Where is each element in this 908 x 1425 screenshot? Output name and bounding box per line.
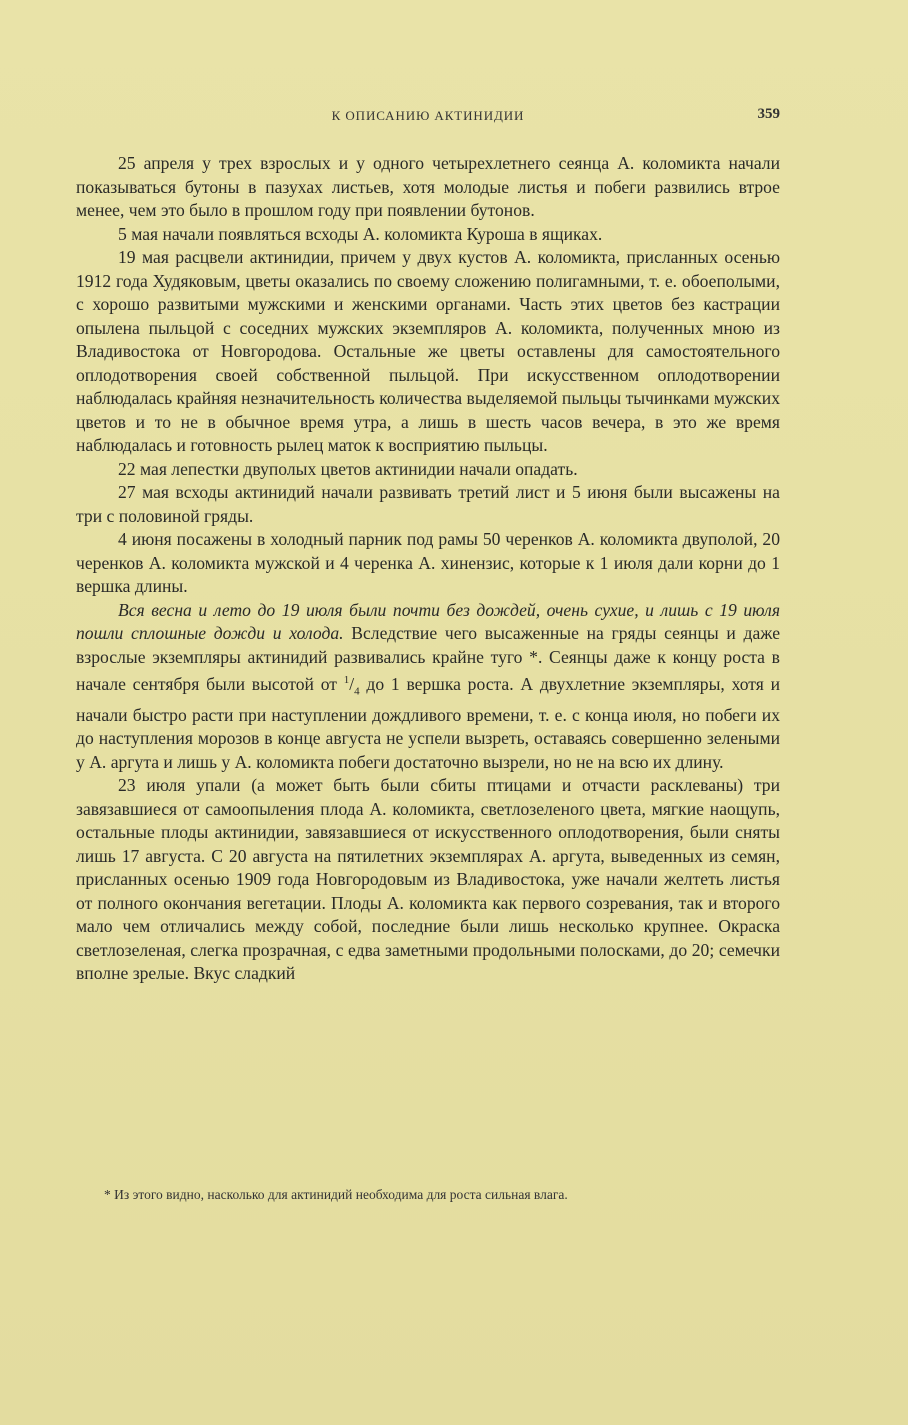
paragraph: 5 мая начали появляться всходы А. коломикта Куроша в ящиках. bbox=[118, 223, 603, 244]
paragraph: 19 мая расцвели актинидии, причем у двух кустов А. коломикта, присланных осенью 1912 года Худяковым, цветы оказались по своему сложению полигамными, т. е. обоеполыми, с хорошо развитыми мужскими и женскими органами. Часть этих цветов без кастрации опылена пыльцой с соседних мужских экземпляров А. коломикта, полученных мною из Владивостока от Новгородова. Остальные же цветы оставлены для самостоятельного оплодотворения своей собственной пыльцой. При искусственном оплодотворении наблюдалась крайняя незначительность количества выделяемой пыльцы тычинками мужских цветов и то не в обычное время утра, а лишь в шесть часов вечера, в это же время наблюдалась и готовность рылец маток к восприятию пыльцы. bbox=[76, 247, 780, 455]
running-title: К ОПИСАНИЮ АКТИНИДИИ bbox=[331, 108, 525, 123]
fraction-separator: / bbox=[349, 673, 355, 694]
body-text bbox=[76, 152, 780, 986]
footnote-text: * Из этого видно, насколько для актинидий необходима для роста сильная влага. bbox=[104, 1187, 568, 1202]
paragraph: 22 мая лепестки двуполых цветов актинидии начали опадать. bbox=[118, 458, 578, 479]
footnote bbox=[76, 1185, 780, 1205]
fraction-denominator: 4 bbox=[354, 685, 360, 698]
weather-text-after-fraction: до 1 вершка роста. А двухлетние экземпляры, хотя и начали быстро расти при наступлении дождливого времени, т. е. с конца июля, но побеги их до наступления морозов в конце августа не успели вызреть, оставаясь совершенно зелеными у А. аргута и лишь у А. коломикта побеги достаточно вызрели, но не на всю их длину. bbox=[76, 673, 780, 772]
page-number: 359 bbox=[757, 106, 780, 122]
running-head bbox=[76, 108, 780, 132]
paragraph: 27 мая всходы актинидий начали развивать третий лист и 5 июня были высажены на три с половиной гряды. bbox=[76, 482, 780, 526]
weather-text-before-fraction: Вследствие чего высаженные на гряды сеянцы и даже взрослые экземпляры актинидий развивались крайне туго *. Сеянцы даже к концу роста в начале сентября были высотой от bbox=[76, 623, 781, 694]
fraction-numerator: 1 bbox=[343, 674, 350, 686]
paragraph: 25 апреля у трех взрослых и у одного четырехлетнего сеянца А. коломикта начали показываться бутоны в пазухах листьев, хотя молодые листья и побеги развились втрое менее, чем это было в прошлом году при появлении бутонов. bbox=[76, 153, 780, 220]
italic-weather-text: Вся весна и лето до 19 июля были почти без дождей, очень сухие, и лишь с 19 июля пошли сплошные дожди и холода. bbox=[76, 599, 780, 643]
paragraph: 4 июня посажены в холодный парник под рамы 50 черенков А. коломикта двуполой, 20 черенков А. коломикта мужской и 4 черенка А. хинензис, которые к 1 июля дали корни до 1 вершка длины. bbox=[76, 529, 780, 596]
paragraph: 23 июля упали (а может быть были сбиты птицами и отчасти расклеваны) три завязавшиеся от самоопыления плода А. коломикта, светлозеленого цвета, мягкие наощупь, остальные плоды актинидии, завязавшиеся от искусственного оплодотворения, были сняты лишь 17 августа. С 20 августа на пятилетних экземплярах А. аргута, выведенных из семян, присланных осенью 1909 года Новгородовым из Владивостока, уже начали желтеть листья от полного окончания вегетации. Плоды А. коломикта как первого созревания, так и второго мало чем отличались между собой, последние были лишь несколько крупнее. Окраска светлозеленая, слегка прозрачная, с едва заметными продольными полосками, до 20; семечки вполне зрелые. Вкус сладкий bbox=[76, 775, 780, 984]
paragraph-weather bbox=[76, 599, 780, 775]
